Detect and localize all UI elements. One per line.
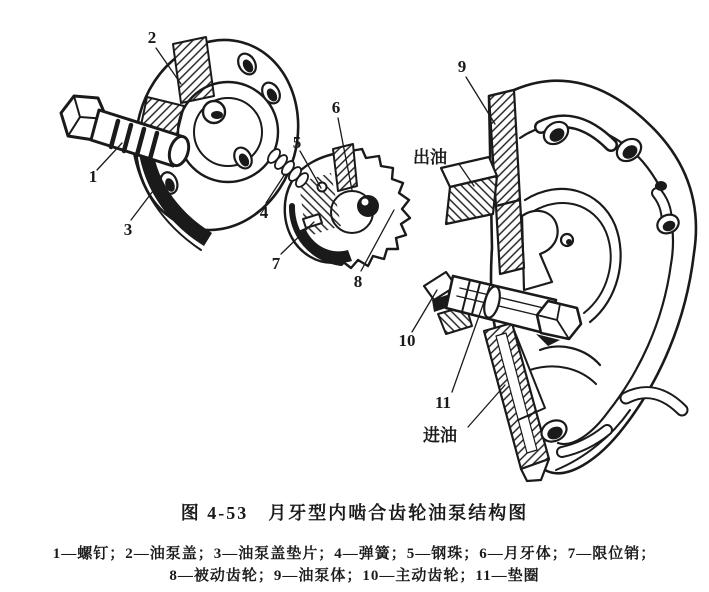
part-number-3: 3 [123,220,133,239]
leader-inlet [468,385,505,427]
legend-line-2: 8—被动齿轮；9—油泵体；10—主动齿轮；11—垫圈 [169,568,540,584]
leader-3 [131,187,156,220]
legend-line-1: 1—螺钉；2—油泵盖；3—油泵盖垫片；4—弹簧；5—钢珠；6—月牙体；7—限位销； [52,546,657,562]
part-number-9: 9 [457,57,467,76]
cover-hub-shadow [211,111,223,119]
figure-legend [0,543,709,587]
cover-boss-section [173,37,214,103]
body-section-column-lower [496,200,524,274]
part-number-1: 1 [88,167,98,186]
part-number-7: 7 [271,254,281,273]
part-number-2: 2 [147,28,157,47]
leader-10 [412,290,437,332]
part-number-4: 4 [259,203,269,222]
part-number-6: 6 [331,98,341,117]
outlet-label: 出油 [413,148,447,167]
figure-caption: 图 4-53 月牙型内啮合齿轮油泵结构图 [180,503,529,523]
part-number-8: 8 [353,272,363,291]
gear-hub-highlight [362,199,369,206]
part-number-11: 11 [434,393,452,412]
gear-cluster [285,144,410,268]
part-number-10: 10 [398,331,416,350]
gear-hub-black [357,195,379,217]
part-number-5: 5 [292,133,302,152]
inlet-label: 进油 [423,426,457,445]
